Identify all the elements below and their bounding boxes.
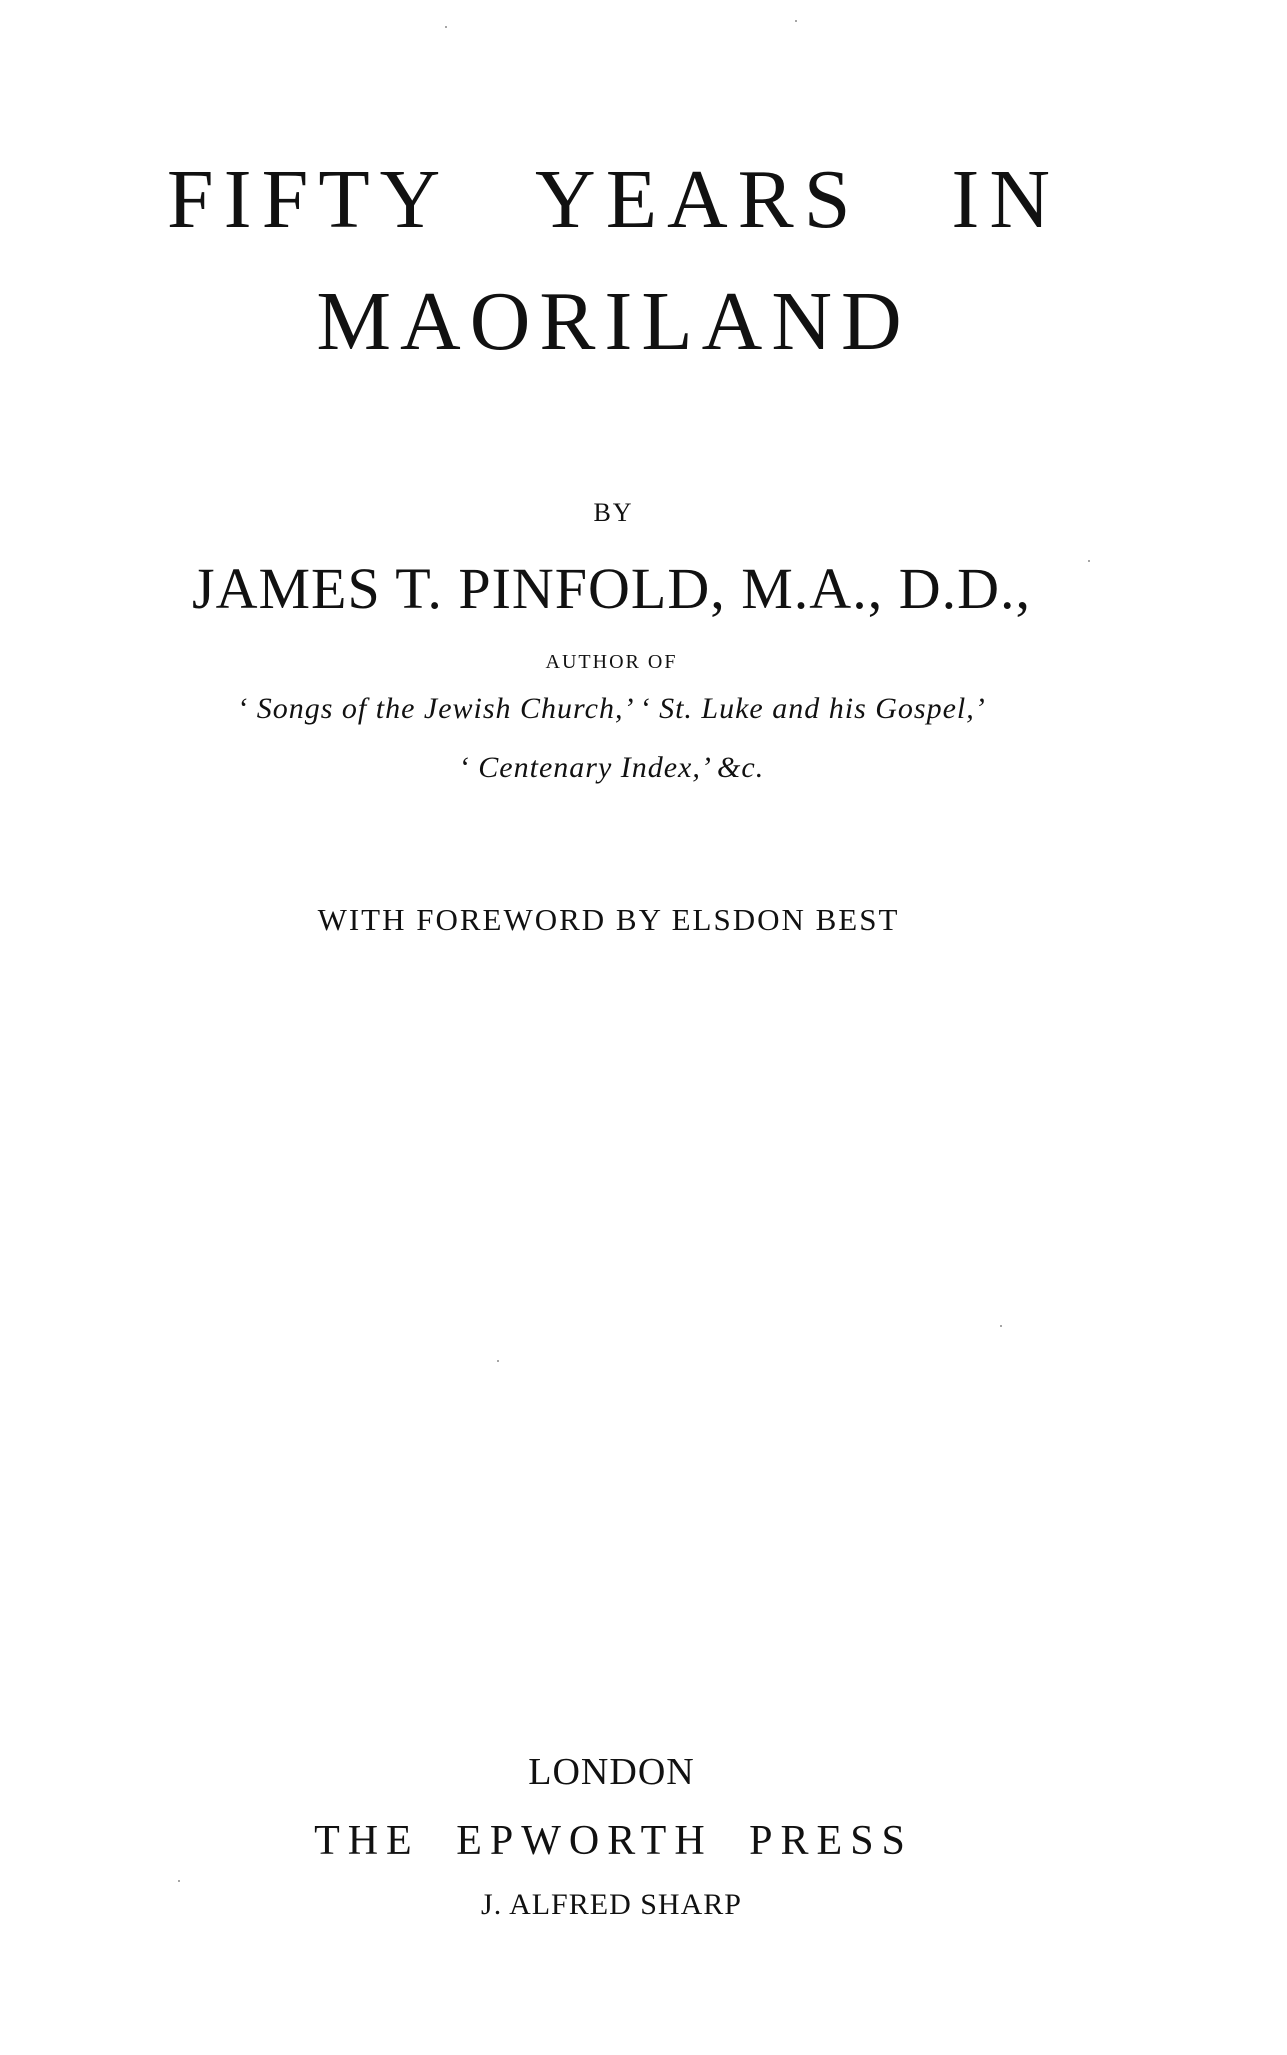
- imprint-publisher: J. ALFRED SHARP: [481, 1888, 742, 1921]
- author-name: JAMES T. PINFOLD, M.A., D.D.,: [192, 556, 1031, 621]
- scan-speck: [178, 1880, 180, 1882]
- by-label: BY: [593, 498, 634, 527]
- foreword-credit: WITH FOREWORD BY ELSDON BEST: [317, 902, 900, 937]
- scan-speck: [795, 20, 797, 22]
- scan-speck: [445, 26, 447, 28]
- book-title-line-2: MAORILAND: [316, 275, 911, 368]
- scan-speck: [1000, 1325, 1002, 1327]
- scan-speck: [497, 1360, 499, 1362]
- other-works-line-2: ‘ Centenary Index,’ &c.: [458, 751, 765, 784]
- book-title-line-1: FIFTY YEARS IN: [166, 153, 1061, 246]
- imprint-city: LONDON: [528, 1751, 695, 1793]
- author-of-label: AUTHOR OF: [545, 651, 678, 673]
- imprint-press: THE EPWORTH PRESS: [314, 1818, 913, 1864]
- scan-speck: [1088, 560, 1090, 562]
- other-works-line-1: ‘ Songs of the Jewish Church,’ ‘ St. Luke and his Gospel,’: [237, 692, 986, 725]
